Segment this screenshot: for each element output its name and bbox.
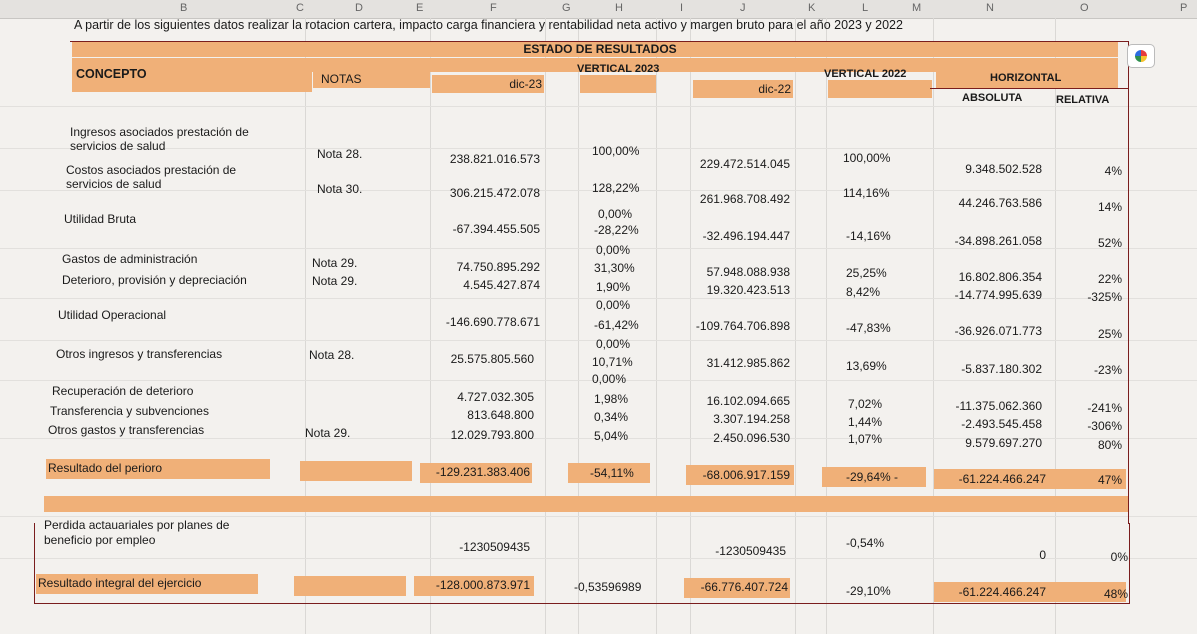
value-2023: -146.690.778.671 [445,315,540,329]
value-2023: 238.821.016.573 [449,152,540,166]
horizontal-relativa: 14% [1097,200,1122,214]
column-header[interactable]: B [180,2,188,14]
horizontal-relativa: -325% [1087,290,1122,304]
absoluta-header: ABSOLUTA [962,92,1023,104]
note-cell: Nota 29. [305,426,351,440]
horizontal-relativa: 52% [1097,236,1122,250]
value-2022: -32.496.194.447 [702,229,790,243]
horizontal-relativa: -241% [1087,401,1122,415]
concept-label: Transferencia y subvenciones [50,404,209,418]
horizontal-absoluta: 9.579.697.270 [965,436,1042,450]
horizontal-absoluta: -11.375.062.360 [955,399,1042,413]
note-cell: Nota 28. [309,348,355,362]
resultado-periodo-2023: -129.231.383.406 [435,465,530,479]
vertical-2023-zero: 0,00% [596,337,631,351]
perdida-relativa: 0% [1110,550,1128,564]
horizontal-absoluta: 44.246.763.586 [958,196,1042,210]
vertical-2023: 100,00% [592,144,640,158]
vertical-2022: 100,00% [843,151,891,165]
assistant-icon [1135,50,1147,62]
horizontal-absoluta: -34.898.261.058 [954,234,1042,248]
resultado-integral-2023: -128.000.873.971 [435,578,530,592]
concept-label: Otros gastos y transferencias [48,423,205,437]
column-header[interactable]: H [615,2,623,14]
horizontal-header: HORIZONTAL [990,72,1062,84]
vertical-2022: 8,42% [846,285,881,299]
horizontal-absoluta: -2.493.545.458 [961,417,1042,431]
perdida-2022: -1230509435 [715,544,786,558]
column-header[interactable]: D [355,2,363,14]
horizontal-absoluta: 9.348.502.528 [965,162,1042,176]
vertical-2023: -61,42% [594,318,639,332]
value-2022: -109.764.706.898 [695,319,790,333]
column-header[interactable]: G [562,2,571,14]
concept-label: Utilidad Bruta [64,212,137,226]
resultado-periodo-2022: -68.006.917.159 [702,468,790,482]
dic22-header: dic-22 [758,82,791,96]
value-2023: 25.575.805.560 [450,352,534,366]
note-cell: Nota 29. [312,274,358,288]
horizontal-absoluta: -36.926.071.773 [954,324,1042,338]
dic23-header: dic-23 [509,77,542,91]
perdida-2023: -1230509435 [459,540,530,554]
resultado-integral-v2023: -0,53596989 [574,580,642,594]
statement-title: ESTADO DE RESULTADOS [523,42,677,56]
column-header[interactable]: O [1080,2,1089,14]
horizontal-relativa: 80% [1097,438,1122,452]
column-header[interactable]: F [490,2,497,14]
resultado-integral-relativa: 48% [1103,587,1128,601]
vertical-2023: 31,30% [594,261,635,275]
column-header[interactable]: N [986,2,994,14]
concepto-header: CONCEPTO [76,67,147,81]
horizontal-absoluta: 16.802.806.354 [958,270,1042,284]
vertical-2023: 1,90% [596,280,631,294]
resultado-integral-absoluta: -61.224.466.247 [958,585,1046,599]
concept-label: Ingresos asociados prestación de servicios de salud [70,125,249,153]
relativa-header: RELATIVA [1056,94,1110,106]
resultado-integral-2022: -66.776.407.724 [700,580,788,594]
vertical-2023-zero: 0,00% [592,372,627,386]
result-fill [300,461,412,481]
ai-assistant-button[interactable] [1127,44,1155,68]
vertical-2023: 1,98% [594,392,629,406]
lower-table-border [34,523,1130,604]
column-header-bar [0,0,1197,19]
horizontal-absoluta: -14.774.995.639 [954,288,1042,302]
column-header[interactable]: M [912,2,922,14]
vertical-2023-zero: 0,00% [596,243,631,257]
value-2022: 3.307.194.258 [713,412,790,426]
resultado-integral-v2022: -29,10% [846,584,891,598]
value-2023: 74.750.895.292 [456,260,540,274]
value-2022: 229.472.514.045 [699,157,790,171]
resultado-periodo-absoluta: -61.224.466.247 [958,472,1046,486]
horizontal-absoluta: -5.837.180.302 [961,362,1042,376]
vertical-2023-header: VERTICAL 2023 [577,63,660,75]
column-header[interactable]: K [808,2,816,14]
horizontal-relativa: 25% [1097,327,1122,341]
vertical-2022: 1,44% [848,415,883,429]
value-2022: 261.968.708.492 [699,192,790,206]
horizontal-relativa: -23% [1093,363,1122,377]
value-2023: 4.727.032.305 [457,390,534,404]
concept-label: Deterioro, provisión y depreciación [62,273,247,287]
note-cell: Nota 29. [312,256,358,270]
column-header[interactable]: I [680,2,684,14]
column-header[interactable]: P [1180,2,1188,14]
resultado-periodo-v2022: -29,64% - [846,470,899,484]
spreadsheet-grid[interactable] [0,18,1197,634]
vertical-2023: 128,22% [592,181,640,195]
note-cell: Nota 28. [317,147,363,161]
vertical-2023: 10,71% [592,355,633,369]
vertical-2022: 7,02% [848,397,883,411]
horizontal-relativa: -306% [1087,419,1122,433]
horizontal-divider [930,88,1128,89]
column-header[interactable]: E [416,2,424,14]
note-cell: Nota 30. [317,182,363,196]
vertical-2023: -28,22% [594,223,639,237]
vertical-2022: 1,07% [848,432,883,446]
resultado-periodo-relativa: 47% [1097,473,1122,487]
vertical-2022: -14,16% [846,229,891,243]
vertical-2023: 0,34% [594,410,629,424]
concept-label: Utilidad Operacional [58,308,167,322]
perdida-v2022: -0,54% [846,536,885,550]
value-2022: 31.412.985.862 [706,356,790,370]
concept-label: Otros ingresos y transferencias [56,347,223,361]
vertical-2023-zero: 0,00% [598,207,633,221]
perdida-label: Perdida actauariales por planes de beneficio por empleo [44,518,230,547]
value-2022: 57.948.088.938 [706,265,790,279]
vertical-2022-header: VERTICAL 2022 [824,68,907,80]
column-header[interactable]: L [862,2,869,14]
value-2022: 16.102.094.665 [706,394,790,408]
resultado-integral-label: Resultado integral del ejercicio [38,576,202,590]
instruction-text: A partir de los siguientes datos realizar la rotacion cartera, impacto carga financiera y rentabilidad neta activo y margen bruto para el año 2023 y 2022 [74,18,903,32]
vertical-2022: 13,69% [846,359,887,373]
vertical-2022: 114,16% [843,186,890,200]
value-2022: 19.320.423.513 [706,283,790,297]
column-header[interactable]: C [296,2,304,14]
perdida-absoluta: 0 [1039,548,1046,562]
value-2023: 4.545.427.874 [463,278,540,292]
vertical-2022: -47,83% [846,321,891,335]
notas-header: NOTAS [321,72,362,86]
concept-label: Costos asociados prestación de servicios de salud [66,163,237,191]
vertical-2023-zero: 0,00% [596,298,631,312]
resultado-periodo-label: Resultado del perioro [48,461,163,475]
value-2023: 306.215.472.078 [449,186,540,200]
value-2023: 813.648.800 [467,408,534,422]
value-2023: -67.394.455.505 [452,222,540,236]
column-header[interactable]: J [740,2,746,14]
horizontal-relativa: 22% [1097,272,1122,286]
horizontal-relativa: 4% [1104,164,1122,178]
separator-band [44,496,1128,512]
value-2023: 12.029.793.800 [450,428,534,442]
concept-label: Gastos de administración [62,252,198,266]
vertical-2023: 5,04% [594,429,629,443]
vertical-2022: 25,25% [846,266,887,280]
resultado-periodo-v2023: -54,11% [590,466,634,480]
value-2022: 2.450.096.530 [713,431,790,445]
concept-label: Recuperación de deterioro [52,384,194,398]
